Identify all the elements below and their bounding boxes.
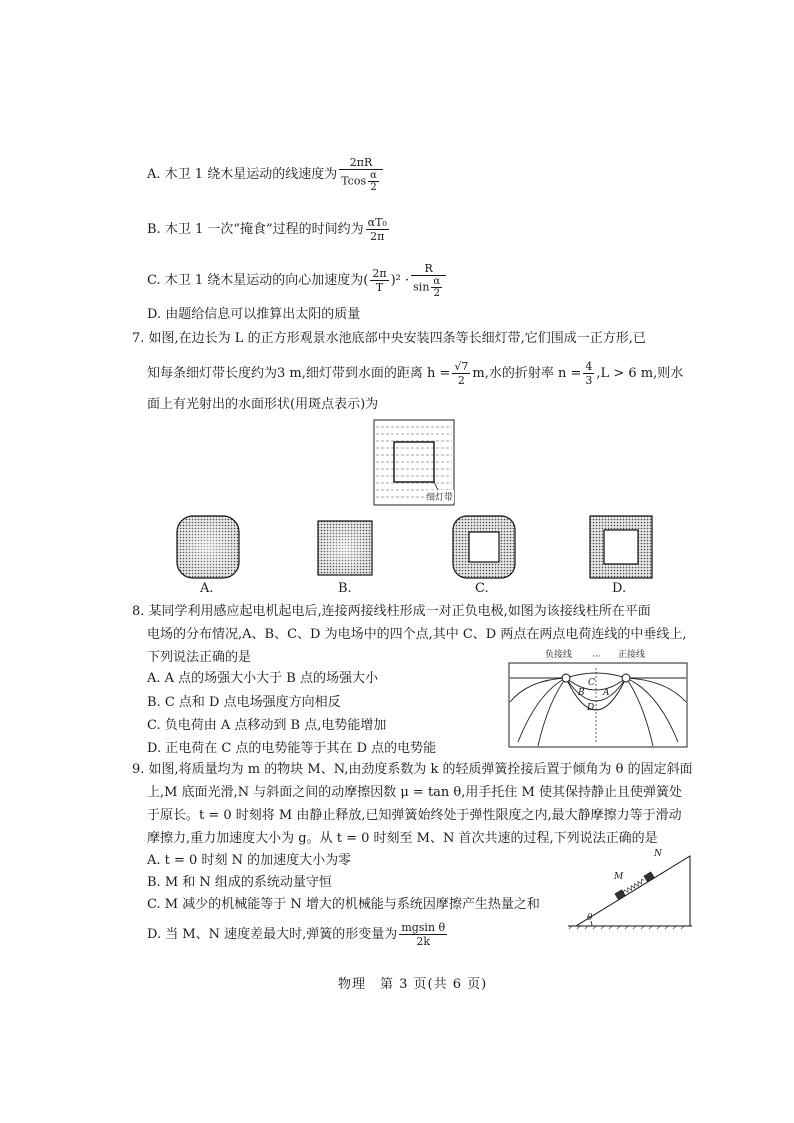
q6-option-b-fraction: $\frac{\text{αT₀}}{2\pi}$ [367,216,387,243]
q7-option-a-shape [176,515,240,579]
q9-option-b: B. M 和 N 组成的系统动量守恒 [147,875,332,890]
q7-option-b-shape [317,520,373,576]
q6-option-a-text: A. 木卫 1 绕木星运动的线速度为 [147,167,338,182]
q9-stem-line1: 9. 如图,将质量均为 m 的物块 M、N,由劲度系数为 k 的轻质弹簧拴接后置于倾角为 θ 的固定斜面 [132,762,693,777]
q9-stem-line2: 上,M 底面光滑,N 与斜面之间的动摩擦因数 μ = tan θ,用手托住 M 使其保持静止且使弹簧处 [147,785,682,800]
q8-option-b: B. C 点和 D 点电场强度方向相反 [147,695,341,710]
q9-incline-figure [566,846,694,930]
q9-fig-label-m: M [614,872,624,882]
q7-option-a-label: A. [200,581,214,596]
q7-option-b-label: B. [338,581,352,596]
q7-option-c-shape [452,515,516,579]
q6-option-c-text: C. 木卫 1 绕木星运动的向心加速度为( [147,273,369,288]
q6-option-b [147,216,391,243]
q8-field-figure [508,662,688,748]
q8-fig-dots: ··· [592,652,601,662]
q7-stem-line3: 面上有光射出的水面形状(用斑点表示)为 [147,397,379,412]
q9-fig-label-theta: θ [587,913,593,923]
q6-option-d: D. 由题给信息可以推算出太阳的质量 [147,307,361,322]
q9-stem-line3: 于原长。t = 0 时刻将 M 由静止释放,已知弹簧始终处于弹性限度之内,最大静摩擦力等于滑动 [147,808,682,823]
q8-option-a: A. A 点的场强大小大于 B 点的场强大小 [147,671,378,686]
q9-fig-label-n: N [654,849,662,859]
q8-fig-point-c: C [588,678,595,688]
q6-option-c: C. 木卫 1 绕木星运动的向心加速度为( $\frac{2\pi}{T}$ )² · R sin $\frac{\alpha}{2}$ [147,262,448,299]
q9-stem-line4: 摩擦力,重力加速度大小为 g。从 t = 0 时刻至 M、N 首次共速的过程,下列说法正确的是 [147,831,658,846]
q9-option-d: D. 当 M、N 速度差最大时,弹簧的形变量为 $\frac{\text{mgsin θ}}{2k}$ [147,921,446,948]
q6-option-b-text: B. 木卫 1 一次“掩食”过程的时间约为 [147,222,364,237]
q8-stem-line3: 下列说法正确的是 [147,650,252,665]
q7-option-c-label: C. [475,581,489,596]
q7-option-d-label: D. [612,581,627,596]
q9-option-a: A. t = 0 时刻 N 的加速度大小为零 [147,853,352,868]
q8-fig-point-b: B [578,688,585,698]
q9-option-c: C. M 减少的机械能等于 N 增大的机械能与系统因摩擦产生热量之和 [147,897,540,912]
q8-stem-line1: 8. 某同学利用感应起电机起电后,连接两接线柱形成一对正负电极,如图为该接线柱所在平面 [132,604,651,619]
q8-fig-point-d: D [587,703,595,713]
q7-figure-label: 细灯带 [425,490,454,503]
q7-stem-line1: 7. 如图,在边长为 L 的正方形观景水池底部中央安装四条等长细灯带,它们围成一正方形,已 [132,331,646,346]
page-footer: 物理 第 3 页(共 6 页) [338,977,488,992]
q8-option-d: D. 正电荷在 C 点的电势能等于其在 D 点的电势能 [147,741,437,756]
q6-option-a [147,156,385,193]
q7-stem-line2: 知每条细灯带长度约为3 m,细灯带到水面的距离 h = $\frac{√7}{2}$ m,水的折射率 n = $\frac{4}{3}$ ,L > 6 m,则水 [147,360,684,387]
q7-option-d-shape [589,515,653,579]
q8-fig-neg-label: 负接线 [545,650,573,660]
q8-option-c: C. 负电荷由 A 点移动到 B 点,电势能增加 [147,718,387,733]
q8-fig-pos-label: 正接线 [618,650,646,660]
q6-option-a-fraction: 2πR Tcos $\frac{\alpha}{2}$ [339,156,383,193]
q8-stem-line2: 电场的分布情况,A、B、C、D 为电场中的四个点,其中 C、D 两点在两点电荷连线的中垂线上, [147,627,687,642]
q8-fig-point-a: A [603,688,610,698]
